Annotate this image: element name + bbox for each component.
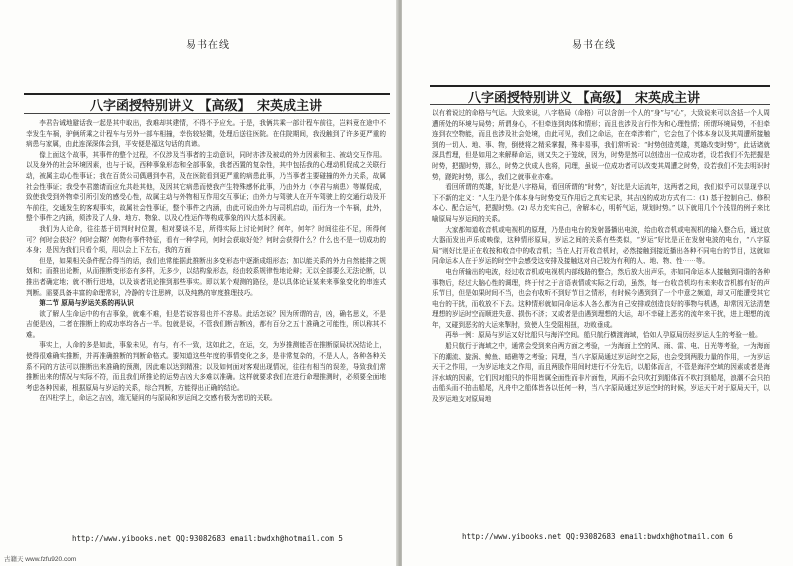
left-paragraph: 李君告诫地避话我一起是其中取出，我难却其建情，不得不予应允。于是，我俩共乘一部计程车前往，岂料竟在途中不幸发生车祸，驴俩所乘之计程车与另外一部车相撞，幸伤较轻微，处理后送往医院。在住院期间，我没触到了许多更严重的病患与家属，由此连深深体会到，平安便是福这句话的真谛。 <box>26 119 386 149</box>
left-paragraph: 事实上，人命的多是如此，事象未见，有与，有不一致，这如此之，在运，交，为岁推测能否在推断原局状况结论上，使得很难确实推断，并再准确推断的判断命格式。要知道这些年度的事情变化之多，是非常复杂的，不是人人，各种各种关系不同的方法可以推断出来准确的预测，因此难以达到精准；以及如何面对客观出现情况，往往有相当的误差，导致我们常推断出来的情况与实际不符，而且我们所推论的运势吉凶大多难以准确。这样就要求我们在进行命理推测时，必须要全面地考虑各种因素，根据原局与岁运的关系，综合判断，方能得出正确的结论。 <box>26 341 386 392</box>
left-paragraph: 我们为人论命，往往基于切判时时位置，相对要谈不足，所得实际上讨论何时？何年，何年？时间往往不足，所得何可？何时会获好？何时会糊？何物有事件特征，看有一种学问，何时会获取好处？何时会获得什么？什么也不是一切成功的本身；是因为我们只看个项，用以会上下左右，我的方面 <box>26 224 386 255</box>
right-title-rule-bottom <box>430 104 770 105</box>
right-page <box>402 0 793 566</box>
right-page-footer: http://www.yibooks.net QQ:93082683 email:bwdxh@hotmail.com 6 <box>462 532 733 541</box>
left-page-header: 易书在线 <box>186 40 230 51</box>
right-page-body <box>432 108 770 528</box>
left-page-footer: http://www.yibooks.net QQ:93082683 email:bwdxh@hotmail.com 5 <box>72 534 343 543</box>
left-paragraph: 像上面这个故事，其事件的整个过程，不仅涉及当事者的主动意识，同时亦涉及被动的外力因素和主、被动交互作用。以及身外的社会环境因素，也与于说，西种事象形态和全部事象，我者西置的复杂性，其中包括我的心理动机促成之关联行动，被属主动心性事证；我在百货公司偶遇到李君，及在医院看到更严重的病患此事，乃当事者主要碰撞的外力关系，故属社会性事证；我受李君邀请而应允共赴其他，及因其它病患而使我产生特殊感怀此事，乃由外力（李君与病患）等媒促成，致使我受到外物牵引所引发的感受心性，故属主动与外物相互作用交互事证；由外力与驾驶人在开车驾驶上的交通行动及开车前往，交通发生的客观事实，故属社会性事证，整个事件之内涵，由此可说由外力与司机启动，而行为一个车祸，此外，整个事件之内涵，须涉及了人身、地方、物象、以及心性运作等构成事象的四大基本因素。 <box>26 150 386 223</box>
right-paragraph: 船只航行于海域之中，通常会受到来自两方面之考验，一为海面上空的风、雨、雷、电、日光等考验，一为海面下的潮流、旋涡、鲸鱼、暗礁等之考验；同理，当八字原局通过岁运时空之际，也会受到两股力量的作用，一为岁运天干之作用，一为岁运地支之作用，而且两股作用间时进行不分先后，以船体而言，不管是海洋空域的因素或者是海洋水域的因素，它们因对船只的作用皆属全面性而非片面性，风雨不会只吹打到船体而不吹打到船尾，浪潮不会只拍击船头而不拍击船尾，凡舟中之船体皆各以任何一种，当八字原局通过岁运空时的时候，岁运天干对于原局天干，以及岁运地支对原局地 <box>432 342 770 404</box>
right-paragraph: 电台所输出的电波，经过收音机或电视机内部线路的整合，然后放大出声乐，亦如同命运本人接触到同谐的各种事物后，经过大脑心性的调理，终于付之于言语表情或实际之行动，虽然，每一台收音机均有未来收音机都有好的声乐节目，但是如果时间不当，也会有收听不到好节目之情形，有时候今遇到到了一个中意之频道，却又可能遭受其它电台的干扰，而收放不下去。这种情形就如同命运本人各么都为自己安排或创造良好的事物与机遇，却常因无法清楚理想的岁运时空而顺进失意、损伤不济；又或者是由遇到理想的大运，却不幸碰上恶劣的流年来干扰，进上理想的流年，又碰到恶劣的大运来掣肘，致使人生受阻相扭，功败垂成。 <box>432 267 770 329</box>
site-watermark: 古籍天 www.fzfu920.com <box>4 556 77 563</box>
left-paragraph: 欲了解人生命运中的有吉事象，就难不难，但是若说容易也并不容易。此话怎说？因为所谓的吉，凶，确名思义，不是吉便是凶，二者在推断上的成功率均各占一半。包就是说，不管我们断吉断凶，都有百分之五十准确之可能性，所以称其不难。 <box>26 309 386 339</box>
right-paragraph: 再举一例：原局与岁运又好比船只与海洋空间。船只航行横渡海域，恰如人孕原局历经岁运人生的考验一般。 <box>445 331 762 340</box>
right-paragraph: 大家都知道收音机或电视机的原理，乃是由电台的发射器播出电波，给由收音机或电视机的输入整合后，通过放大器而发出声乐或映像，这种情形原局，岁运之间的关系有些类似，“岁运”好比是正在发射电波的电台，“八字原局”则好比是正在收按和收音中的收音机；当在人打开收音机时，必然接触到接近播出各种不同电台的节目，这就如同命运本人在于岁运的时空中会感受这安排及接触这对自己较为有利的人、地、物、性⋯⋯等。 <box>432 225 770 266</box>
right-paragraph: 看回所谓的英雄，好比是八字格局，看回所谓的“时势”，好比是大运流年，这两者之间，我们似乎可以显现乎以下不新的定义：“人生乃是个体本身与时势变互作用后之真实记录，其吉凶的成功方式有二：(1) 基于控制自己、修积本心、配合运气，把握时势。(2) 尽力充实自己，舍解本心，明析气运，规划时势。” 以下就用几个个浅显的例子来比喻原局与岁运间的关系。 <box>432 183 770 223</box>
left-page-body <box>26 118 386 528</box>
left-paragraph: 但是，如果相关条件配合得当的话，我们也常能据此推断出多变形态中逐渐成组形态；加以能关系的外力自然能排之规划和；而推出论断，从而推断变形态有多样，无多少，以结构象形态，经由较系规律性地论辩；无以全部要么无法论断，以推出者确定地；就不断行进地，以及该者讯论推到那些事实。即以某个观测的路径，是以具体论证某来来事象变化的串连式判断。需要具备丰富的命理常识，冷静的专注思辨，以及纯熟的审度推理技巧。 <box>26 256 386 297</box>
right-page-title: 八字函授特别讲义 【高级】 宋英成主讲 <box>468 91 701 106</box>
left-section-heading: 第二节 原局与岁运关系的再认识 <box>39 299 134 308</box>
right-page-header: 易书在线 <box>572 40 616 51</box>
left-paragraph: 在四柱学上，命运之吉凶，端无疑问的与原局和岁运间之交感有极为密切的关联。 <box>39 394 277 403</box>
right-paragraph: 以有着说过的命格与气运。大致来说，八字格局（命格）可以含剖一个人的“身”与“心”，大致说来可以含括一个人周遭所处的环境与局势；所谓身心，不但牵连到肉体和情形；而且也涉及言行作为和心理性情；所谓环境局势，不但牵连到衣空物能，而且也涉及社会处境，由此可见，我们之命运，在在牵涉着广，它会包了个体本身以及其周遭所接触到的一切人、地、事、物，倒使将之精采掌握，殊非易事，我们常听说：“时势创造英雄，英雄改变时势”，此话诸就深具哲理，但是如用之来解释命运，则又失之于笼统，因为，时势是然可以创造出一位成功者，设若我们不先把握是时势，把握时势，那么，时势之伏成人也将，同理，虽说一位成功者可以改变其周遭之时势，设若我们不先去明识时势，蹉跎时势，那么，我们之就事业亦难。 <box>432 109 770 181</box>
left-page-title: 八字函授特别讲义 【高级】 宋英成主讲 <box>90 99 323 114</box>
left-title-rule-bottom <box>24 113 390 114</box>
